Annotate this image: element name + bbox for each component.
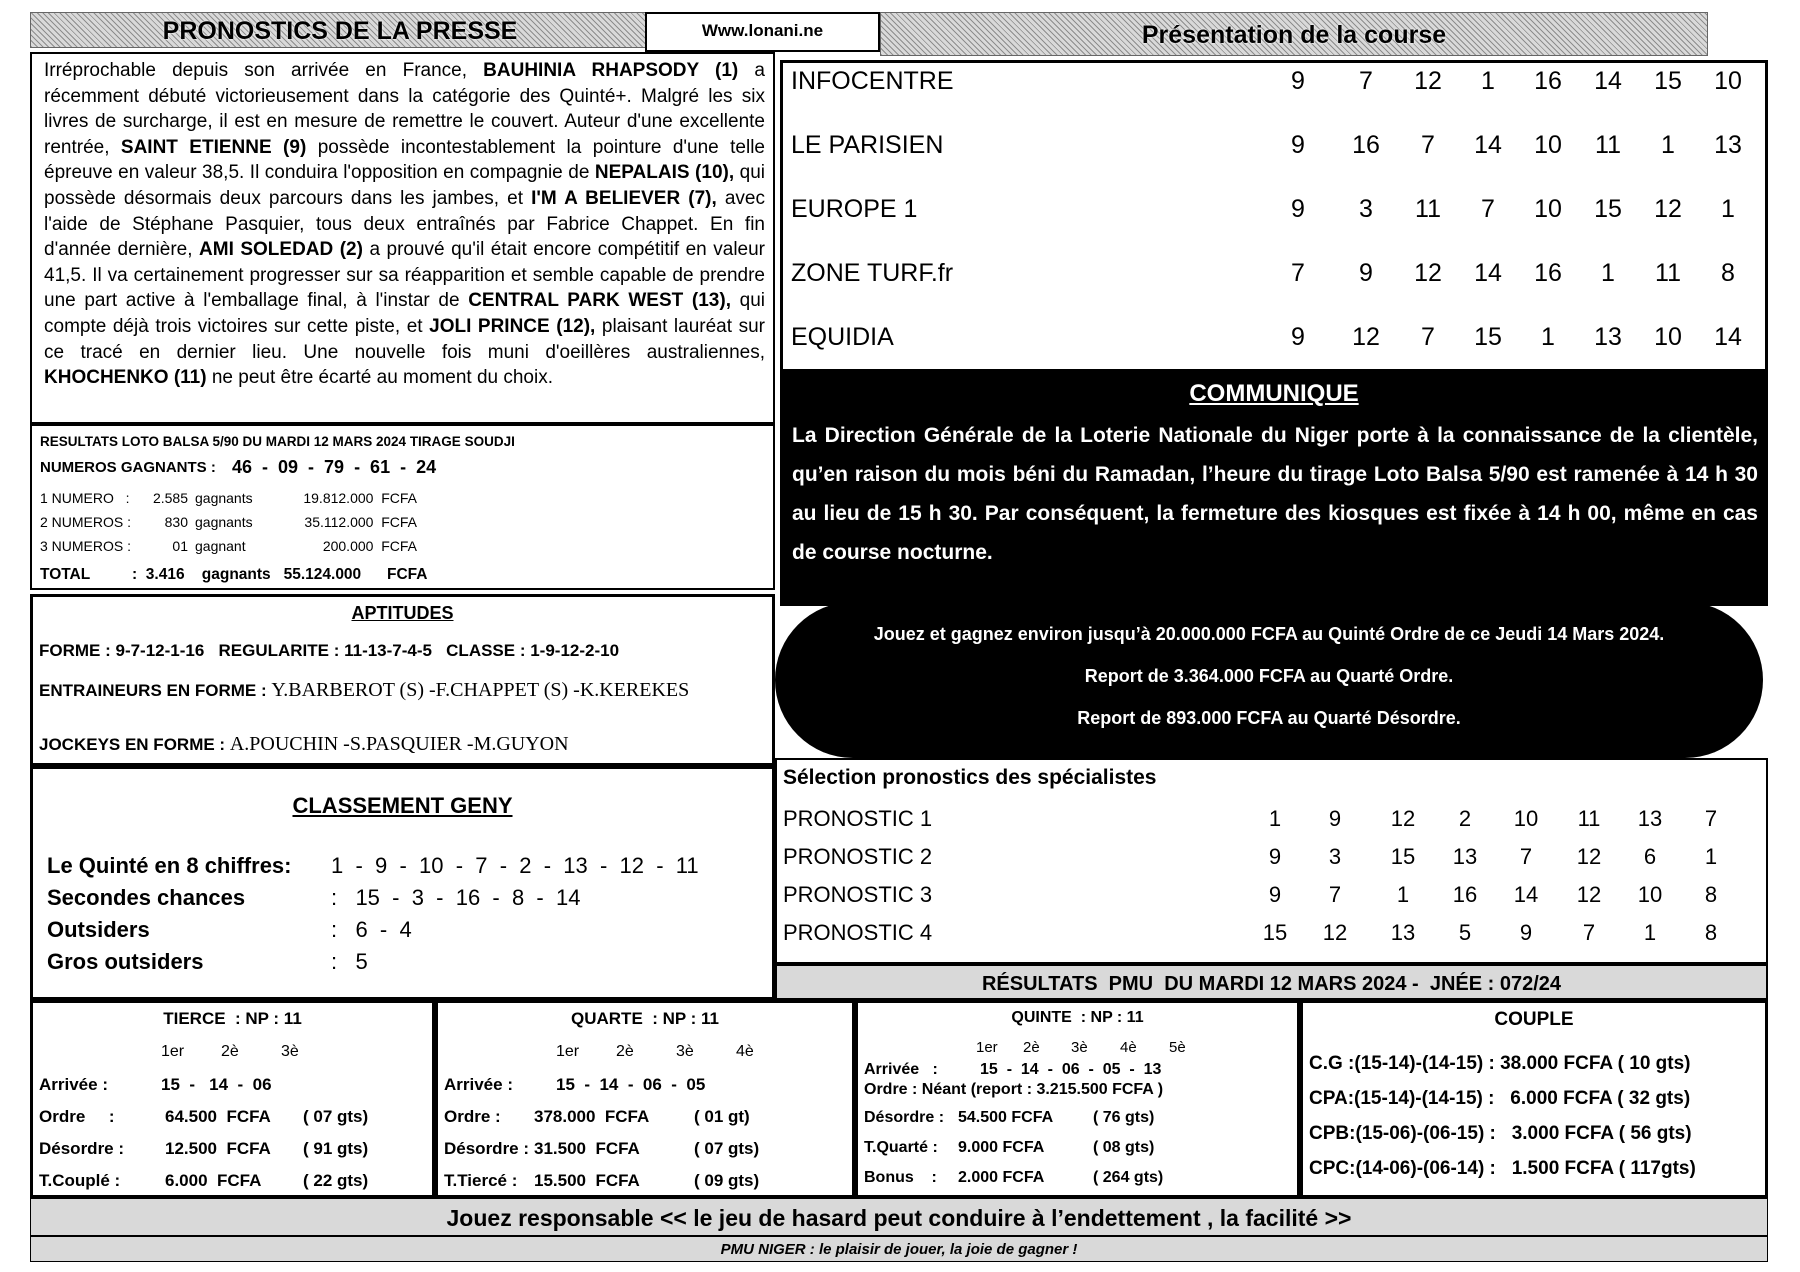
- quarte-line-label: Ordre :: [444, 1107, 501, 1126]
- selection-number: 9: [1268, 882, 1282, 907]
- quinte-arrivee-label: Arrivée :: [864, 1061, 938, 1078]
- quarte-line-gts: ( 09 gts): [694, 1171, 760, 1190]
- couple-panel: [1300, 1000, 1768, 1198]
- quinte-line-gts: ( 264 gts): [1093, 1169, 1164, 1186]
- slogan-bar: [30, 1236, 1768, 1262]
- presentation-source: ZONE TURF.fr: [791, 259, 954, 287]
- jackpot-banner: [775, 602, 1763, 758]
- quinte-line-gts: ( 76 gts): [1093, 1109, 1155, 1126]
- aptitudes-title: APTITUDES: [351, 603, 454, 623]
- presentation-number: 3: [1359, 195, 1373, 223]
- presentation-number: 16: [1352, 131, 1380, 159]
- tierce-title: TIERCE : NP : 11: [163, 1009, 302, 1028]
- selection-number: 10: [1513, 806, 1539, 831]
- loto-line-count: 830: [164, 514, 188, 530]
- loto-panel: [30, 424, 775, 590]
- selection-number: 9: [1268, 844, 1282, 869]
- loto-line-label: 1 NUMERO :: [40, 490, 130, 506]
- quinte-ordre: Ordre : Néant (report : 3.215.500 FCFA ): [864, 1081, 1164, 1098]
- selection-number: 9: [1519, 920, 1533, 945]
- selection-number: 13: [1452, 844, 1478, 869]
- quinte-line-amount: 2.000 FCFA: [958, 1169, 1045, 1186]
- quinte-place-label: 4è: [1120, 1039, 1137, 1056]
- presentation-number: 7: [1291, 259, 1305, 287]
- loto-gagnants-value: 46 - 09 - 79 - 61 - 24: [232, 457, 437, 477]
- tierce-arrivee-label: Arrivée :: [39, 1075, 108, 1094]
- communique-text: La Direction Générale de la Loterie Nationale du Niger porte à la connaissance de la clientèle, qu’en raison du mois béni du Ramadan, l’heure du tirage Loto Balsa 5/90 est ramenée à 14 h 30 au lieu de 15 h 30. Par conséquent, la fermeture des kiosques est fixée à 14 h 00, même en cas de course nocturne.: [792, 424, 1758, 564]
- tierce-line-amount: 6.000 FCFA: [165, 1171, 262, 1190]
- loto-line-label: 3 NUMEROS :: [40, 538, 132, 554]
- presentation-number: 12: [1654, 195, 1682, 223]
- classement-value: : 15 - 3 - 16 - 8 - 14: [331, 885, 581, 910]
- selection-number: 13: [1390, 920, 1416, 945]
- classement-value: 1 - 9 - 10 - 7 - 2 - 13 - 12 - 11: [331, 853, 699, 878]
- presentation-number: 13: [1594, 323, 1622, 351]
- presentation-number: 10: [1714, 67, 1742, 95]
- selection-number: 10: [1637, 882, 1663, 907]
- presentation-number: 1: [1541, 323, 1555, 351]
- header-left-bar: [30, 12, 650, 48]
- presentation-number: 14: [1474, 259, 1502, 287]
- selection-number: 12: [1322, 920, 1348, 945]
- aptitudes-jockeys: JOCKEYS EN FORME : A.POUCHIN -S.PASQUIER -M.GUYON: [39, 733, 569, 755]
- resultats-title-bar: [775, 964, 1768, 1000]
- selection-number: 8: [1704, 882, 1718, 907]
- quarte-line-label: T.Tiercé :: [444, 1171, 518, 1190]
- classement-panel: [30, 766, 775, 1000]
- presentation-number: 9: [1291, 195, 1305, 223]
- selection-number: 16: [1452, 882, 1478, 907]
- selection-number: 6: [1643, 844, 1657, 869]
- quarte-line-amount: 378.000 FCFA: [534, 1107, 650, 1126]
- presentation-source: EUROPE 1: [791, 195, 918, 223]
- loto-line-word: gagnants: [195, 514, 253, 530]
- quinte-line-label: T.Quarté :: [864, 1139, 938, 1156]
- selection-number: 2: [1458, 806, 1472, 831]
- quinte-place-label: 3è: [1071, 1039, 1088, 1056]
- quarte-arrivee-value: 15 - 14 - 06 - 05: [556, 1075, 706, 1094]
- presentation-number: 9: [1291, 67, 1305, 95]
- selection-number: 11: [1577, 806, 1601, 831]
- presentation-number: 10: [1654, 323, 1682, 351]
- presentation-number: 15: [1594, 195, 1622, 223]
- quarte-place-label: 2è: [616, 1043, 634, 1060]
- selection-number: 7: [1328, 882, 1342, 907]
- presentation-number: 10: [1534, 195, 1562, 223]
- selection-number: 9: [1328, 806, 1342, 831]
- quinte-panel: [855, 1000, 1300, 1198]
- communique-panel: [780, 372, 1768, 606]
- presentation-number: 1: [1721, 195, 1735, 223]
- quarte-arrivee-label: Arrivée :: [444, 1075, 513, 1094]
- classement-label: Le Quinté en 8 chiffres:: [47, 853, 292, 878]
- loto-line-count: 2.585: [152, 490, 188, 506]
- presentation-number: 14: [1474, 131, 1502, 159]
- classement-value: : 5: [331, 949, 368, 974]
- classement-value: : 6 - 4: [331, 917, 412, 942]
- presse-paragraph: Irréprochable depuis son arrivée en France, BAUHINIA RHAPSODY (1) a récemment débuté victorieusement dans la catégorie des Quinté+. Malgré les six livres de surcharge, il est en mesure de remettre le couvert. Auteur d'une excellente rentrée, SAINT ETIENNE (9) possède incontestablement la pointure d'une telle épreuve en valeur 38,5. Il conduira l'opposition en compagnie de NEPALAIS (10), qui possède désormais deux parcours dans les jambes, et I'M A BELIEVER (7), avec l'aide de Stéphane Pasquier, tous deux entraînés par Fabrice Chappet. En fin d'année dernière, AMI SOLEDAD (2) a prouvé qu'il était encore compétitif en valeur 41,5. Il va certainement progresser sur sa réapparition et semble capable de prendre une part active à l'emballage final, à l'instar de CENTRAL PARK WEST (13), qui compte déjà trois victoires sur cette piste, et JOLI PRINCE (12), plaisant lauréat sur ce tracé en dernier lieu. Une nouvelle fois muni d'oeillères australiennes, KHOCHENKO (11) ne peut être écarté au moment du choix.: [44, 60, 765, 389]
- selection-number: 1: [1643, 920, 1657, 945]
- presentation-number: 16: [1534, 259, 1562, 287]
- selection-number: 12: [1390, 806, 1416, 831]
- selection-name: PRONOSTIC 3: [783, 882, 933, 907]
- quarte-title: QUARTE : NP : 11: [571, 1009, 719, 1028]
- tierce-line-label: Ordre :: [39, 1107, 115, 1126]
- loto-line-amount: 19.812.000 FCFA: [303, 490, 417, 506]
- presentation-number: 14: [1594, 67, 1622, 95]
- tierce-line-gts: ( 22 gts): [303, 1171, 369, 1190]
- aptitudes-forme: FORME : 9-7-12-1-16 REGULARITE : 11-13-7-4-5 CLASSE : 1-9-12-2-10: [39, 641, 620, 660]
- quinte-line-amount: 9.000 FCFA: [958, 1139, 1045, 1156]
- selection-number: 8: [1704, 920, 1718, 945]
- presentation-source: LE PARISIEN: [791, 131, 944, 159]
- aptitudes-entraineurs: ENTRAINEURS EN FORME : Y.BARBEROT (S) -F.CHAPPET (S) -K.KEREKES: [39, 679, 690, 701]
- quinte-place-label: 2è: [1023, 1039, 1040, 1056]
- presentation-number: 10: [1534, 131, 1562, 159]
- tierce-line-gts: ( 91 gts): [303, 1139, 369, 1158]
- presentation-number: 11: [1655, 259, 1681, 287]
- presentation-number: 1: [1661, 131, 1675, 159]
- jackpot-line-1: Jouez et gagnez environ jusqu’à 20.000.000 FCFA au Quinté Ordre de ce Jeudi 14 Mars 2024.: [873, 624, 1665, 644]
- website-box: [645, 12, 880, 52]
- presentation-title: Présentation de la course: [1141, 21, 1447, 49]
- presentation-number: 8: [1721, 259, 1735, 287]
- loto-line-amount: 35.112.000 FCFA: [304, 514, 417, 530]
- selection-title: Sélection pronostics des spécialistes: [783, 766, 1157, 789]
- aptitudes-panel: [30, 594, 775, 766]
- classement-label: Gros outsiders: [47, 949, 204, 974]
- selection-name: PRONOSTIC 1: [783, 806, 933, 831]
- tierce-line-amount: 12.500 FCFA: [165, 1139, 271, 1158]
- presentation-table: [780, 60, 1768, 372]
- presentation-number: 7: [1421, 131, 1435, 159]
- couple-line: CPB:(15-06)-(06-15) : 3.000 FCFA ( 56 gts): [1309, 1123, 1692, 1144]
- loto-line-label: 2 NUMEROS :: [40, 514, 132, 530]
- selection-number: 1: [1396, 882, 1410, 907]
- quinte-line-label: Bonus :: [864, 1169, 937, 1186]
- presentation-number: 14: [1714, 323, 1742, 351]
- selection-number: 12: [1576, 882, 1602, 907]
- responsable-text: Jouez responsable << le jeu de hasard peut conduire à l’endettement , la facilité >>: [446, 1205, 1352, 1231]
- selection-number: 12: [1576, 844, 1602, 869]
- quinte-place-label: 1er: [976, 1039, 998, 1056]
- selection-number: 7: [1582, 920, 1596, 945]
- tierce-panel: [30, 1000, 435, 1198]
- quinte-title: QUINTE : NP : 11: [1011, 1009, 1144, 1026]
- presentation-number: 15: [1474, 323, 1502, 351]
- loto-total-label: TOTAL: [40, 566, 91, 583]
- presentation-source: INFOCENTRE: [791, 67, 954, 95]
- selection-number: 1: [1268, 806, 1282, 831]
- presentation-number: 12: [1352, 323, 1380, 351]
- quinte-line-gts: ( 08 gts): [1093, 1139, 1155, 1156]
- presentation-number: 12: [1414, 67, 1442, 95]
- presentation-number: 9: [1291, 323, 1305, 351]
- classement-label: Secondes chances: [47, 885, 246, 910]
- selection-number: 13: [1637, 806, 1663, 831]
- quarte-line-amount: 31.500 FCFA: [534, 1139, 640, 1158]
- selection-number: 7: [1519, 844, 1533, 869]
- quinte-line-label: Désordre :: [864, 1109, 945, 1126]
- selection-panel: [775, 758, 1768, 964]
- presentation-number: 16: [1534, 67, 1562, 95]
- presentation-number: 7: [1421, 323, 1435, 351]
- selection-number: 5: [1458, 920, 1472, 945]
- quarte-line-gts: ( 01 gt): [694, 1107, 750, 1126]
- resultats-title: RÉSULTATS PMU DU MARDI 12 MARS 2024 - JNÉE : 072/24: [981, 973, 1562, 995]
- quarte-place-label: 3è: [676, 1043, 694, 1060]
- selection-number: 3: [1328, 844, 1342, 869]
- selection-name: PRONOSTIC 2: [783, 844, 933, 869]
- selection-number: 14: [1513, 882, 1539, 907]
- presentation-number: 1: [1601, 259, 1615, 287]
- loto-title: RESULTATS LOTO BALSA 5/90 DU MARDI 12 MARS 2024 TIRAGE SOUDJI: [40, 434, 515, 449]
- classement-title: CLASSEMENT GENY: [292, 793, 513, 818]
- tierce-arrivee-value: 15 - 14 - 06: [161, 1075, 272, 1094]
- tierce-line-label: T.Couplé :: [39, 1171, 121, 1190]
- loto-line-word: gagnant: [195, 538, 246, 554]
- quinte-line-amount: 54.500 FCFA: [958, 1109, 1054, 1126]
- presentation-number: 11: [1595, 131, 1621, 159]
- couple-line: CPA:(15-14)-(14-15) : 6.000 FCFA ( 32 gts): [1309, 1088, 1691, 1109]
- selection-number: 1: [1704, 844, 1718, 869]
- presse-title: PRONOSTICS DE LA PRESSE: [162, 17, 518, 45]
- jackpot-line-2: Report de 3.364.000 FCFA au Quarté Ordre.: [1084, 666, 1454, 686]
- presse-panel: [30, 52, 775, 424]
- presentation-number: 9: [1291, 131, 1305, 159]
- couple-line: C.G :(15-14)-(14-15) : 38.000 FCFA ( 10 gts): [1309, 1053, 1691, 1074]
- tierce-place-label: 2è: [221, 1043, 239, 1060]
- quarte-line-label: Désordre :: [444, 1139, 530, 1158]
- presentation-number: 13: [1714, 131, 1742, 159]
- loto-total-value: : 3.416 gagnants 55.124.000 FCFA: [132, 566, 428, 583]
- quarte-line-amount: 15.500 FCFA: [534, 1171, 640, 1190]
- tierce-place-label: 1er: [161, 1043, 185, 1060]
- presentation-number: 12: [1414, 259, 1442, 287]
- quinte-place-label: 5è: [1169, 1039, 1186, 1056]
- selection-name: PRONOSTIC 4: [783, 920, 933, 945]
- quarte-line-gts: ( 07 gts): [694, 1139, 760, 1158]
- quarte-place-label: 4è: [736, 1043, 754, 1060]
- presentation-number: 1: [1481, 67, 1495, 95]
- couple-title: COUPLE: [1494, 1009, 1574, 1030]
- presentation-number: 7: [1359, 67, 1373, 95]
- tierce-line-amount: 64.500 FCFA: [165, 1107, 271, 1126]
- loto-line-count: 01: [172, 538, 188, 554]
- selection-number: 15: [1390, 844, 1416, 869]
- presentation-number: 7: [1481, 195, 1495, 223]
- loto-line-word: gagnants: [195, 490, 253, 506]
- tierce-place-label: 3è: [281, 1043, 299, 1060]
- slogan-text: PMU NIGER : le plaisir de jouer, la joie de gagner !: [720, 1241, 1078, 1258]
- presentation-number: 9: [1359, 259, 1373, 287]
- communique-title: COMMUNIQUE: [1189, 380, 1359, 407]
- tierce-line-label: Désordre :: [39, 1139, 125, 1158]
- classement-label: Outsiders: [47, 917, 150, 942]
- loto-gagnants-label: NUMEROS GAGNANTS :: [40, 459, 216, 476]
- presentation-number: 15: [1654, 67, 1682, 95]
- selection-number: 7: [1704, 806, 1718, 831]
- presentation-number: 11: [1415, 195, 1441, 223]
- couple-line: CPC:(14-06)-(06-14) : 1.500 FCFA ( 117gts): [1309, 1158, 1696, 1179]
- responsable-bar: [30, 1198, 1768, 1236]
- quarte-place-label: 1er: [556, 1043, 580, 1060]
- header-right-bar: [880, 12, 1708, 56]
- quarte-panel: [435, 1000, 855, 1198]
- tierce-line-gts: ( 07 gts): [303, 1107, 369, 1126]
- website-link[interactable]: Www.lonani.ne: [701, 21, 824, 40]
- selection-number: 15: [1262, 920, 1288, 945]
- loto-line-amount: 200.000 FCFA: [322, 538, 417, 554]
- quinte-arrivee-value: 15 - 14 - 06 - 05 - 13: [980, 1061, 1162, 1078]
- jackpot-line-3: Report de 893.000 FCFA au Quarté Désordre.: [1077, 708, 1461, 728]
- presentation-source: EQUIDIA: [791, 323, 894, 351]
